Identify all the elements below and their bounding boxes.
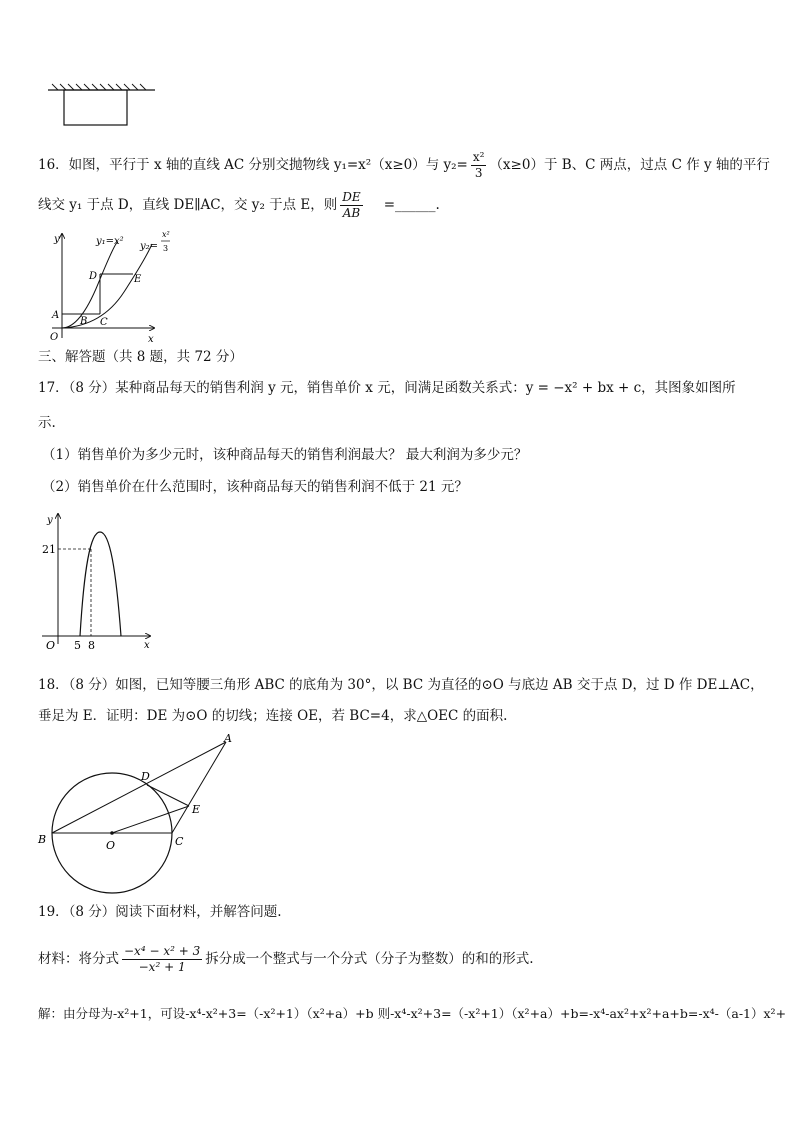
q17-subquestion-2: （2）销售单价在什么范围时，该种商品每天的销售利润不低于 21 元？ bbox=[42, 479, 468, 495]
q17-label-x: x bbox=[144, 640, 150, 651]
q16-fraction-num: x² bbox=[472, 150, 485, 164]
q18-figure bbox=[34, 728, 244, 896]
q16-point-b: B bbox=[80, 316, 88, 327]
q18-segment-oe bbox=[112, 806, 189, 833]
q16-ratio-num: DE bbox=[342, 190, 361, 204]
q17-label-y: y bbox=[47, 515, 53, 526]
q18-line2: 垂足为 E．证明：DE 为⊙O 的切线；连接 OE，若 BC=4，求△OEC 的面积. bbox=[38, 708, 508, 724]
section-title: 三、解答题（共 8 题，共 72 分） bbox=[38, 349, 243, 365]
q19-fraction-den: −x² + 1 bbox=[138, 960, 186, 974]
q16-point-c: C bbox=[100, 317, 108, 328]
q16-line2-prefix: 线交 y₁ 于点 D，直线 DE∥AC，交 y₂ 于点 E，则 bbox=[38, 197, 338, 213]
q16-point-d: D bbox=[89, 271, 98, 282]
q16-ratio-den: AB bbox=[342, 206, 361, 220]
q19-fraction bbox=[122, 944, 202, 975]
q18-point-e: E bbox=[192, 803, 201, 816]
q18-point-a: A bbox=[224, 732, 232, 745]
q16-label-y2: y₂= bbox=[140, 241, 159, 252]
q16-parabola-y2 bbox=[62, 244, 152, 328]
q18-segment-ba bbox=[52, 742, 226, 833]
q16-line2 bbox=[38, 190, 440, 221]
q19-line1: 19．（8 分）阅读下面材料，并解答问题. bbox=[38, 904, 282, 920]
q16-label-y2-num: x² bbox=[162, 230, 170, 239]
q16-fraction bbox=[471, 150, 487, 181]
q18-center-dot bbox=[110, 831, 114, 835]
q19-material bbox=[38, 944, 534, 975]
q16-label-x: x bbox=[148, 334, 154, 344]
q17-tick-21: 21 bbox=[42, 543, 56, 556]
q16-point-o: O bbox=[50, 332, 59, 343]
q18-point-c: C bbox=[175, 835, 184, 848]
q18-segment-de bbox=[147, 785, 189, 806]
q16-line1 bbox=[38, 150, 770, 181]
q18-point-d: D bbox=[141, 770, 150, 783]
q16-label-y2-den: 3 bbox=[163, 244, 169, 253]
q17-line2: 示. bbox=[38, 415, 56, 431]
q16-answer-blank: =______. bbox=[383, 197, 440, 213]
q16-line1-prefix: 16．如图，平行于 x 轴的直线 AC 分别交抛物线 y₁=x²（x≥0）与 y₂= bbox=[38, 157, 468, 173]
q16-fraction-den: 3 bbox=[474, 166, 483, 180]
q19-material-suffix: 拆分成一个整式与一个分式（分子为整数）的和的形式. bbox=[205, 951, 534, 967]
q16-line1-suffix: （x≥0）于 B、C 两点，过点 C 作 y 轴的平行 bbox=[489, 157, 770, 173]
q17-line1: 17．（8 分）某种商品每天的销售利润 y 元，销售单价 x 元，间满足函数关系式：y = −x² + bx + c，其图象如图所 bbox=[38, 380, 736, 396]
q16-figure bbox=[40, 222, 170, 344]
q17-tick-8: 8 bbox=[88, 639, 95, 652]
q18-line1: 18．（8 分）如图，已知等腰三角形 ABC 的底角为 30°，以 BC 为直径的⊙O 与底边 AB 交于点 D，过 D 作 DE⊥AC， bbox=[38, 677, 764, 693]
q19-material-prefix: 材料：将分式 bbox=[38, 951, 119, 967]
q16-ratio bbox=[340, 190, 362, 221]
q16-label-y: y bbox=[54, 234, 60, 245]
q16-point-a: A bbox=[52, 310, 60, 321]
q18-point-o: O bbox=[106, 839, 116, 852]
q17-origin: O bbox=[46, 639, 56, 652]
q16-parabola-y1 bbox=[62, 242, 118, 328]
q18-point-b: B bbox=[38, 833, 47, 846]
q16-label-y1: y₁=x² bbox=[96, 236, 124, 247]
q19-fraction-num: −x⁴ − x² + 3 bbox=[124, 944, 201, 958]
q17-parabola bbox=[80, 532, 121, 636]
q17-figure bbox=[38, 510, 158, 655]
previous-figure-fragment bbox=[40, 80, 170, 132]
q16-point-e: E bbox=[134, 274, 142, 285]
q17-subquestion-1: （1）销售单价为多少元时，该种商品每天的销售利润最大？ 最大利润为多少元？ bbox=[42, 447, 528, 463]
q19-solution: 解：由分母为-x²+1，可设-x⁴-x²+3=（-x²+1）（x²+a）+b 则-x⁴-x²+3=（-x²+1）（x²+a）+b=-x⁴-ax²+x²+a+b=-x⁴-（a-1）x²+ bbox=[38, 1006, 787, 1021]
q17-tick-5: 5 bbox=[74, 639, 81, 652]
